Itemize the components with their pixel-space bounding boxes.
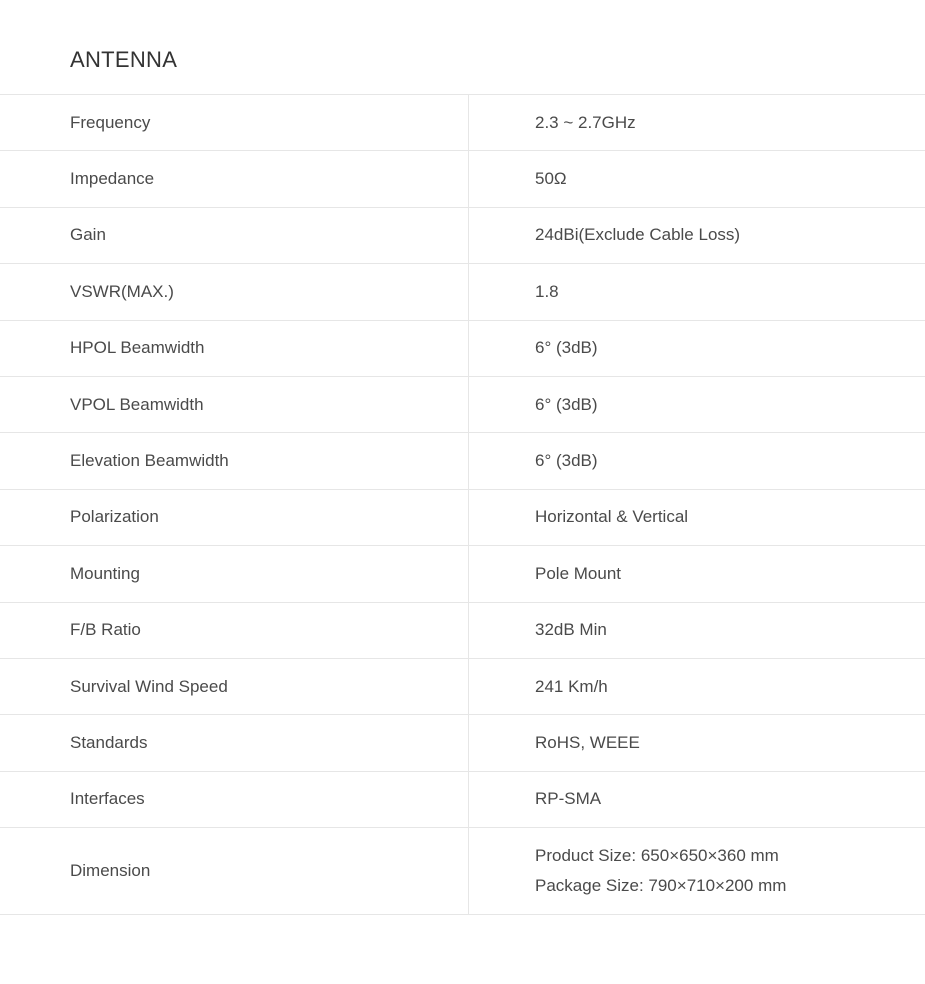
spec-label: Dimension bbox=[0, 828, 469, 914]
spec-row-hpol-beamwidth bbox=[0, 321, 925, 377]
spec-value: 241 Km/h bbox=[535, 676, 608, 696]
spec-row-fb-ratio bbox=[0, 603, 925, 659]
spec-row-impedance bbox=[0, 151, 925, 207]
spec-row-gain bbox=[0, 208, 925, 264]
spec-row-mounting bbox=[0, 546, 925, 602]
spec-row-vswr bbox=[0, 264, 925, 320]
spec-row-polarization bbox=[0, 490, 925, 546]
spec-value: 6° (3dB) bbox=[535, 451, 598, 471]
spec-label: VSWR(MAX.) bbox=[0, 264, 469, 319]
spec-value: 2.3 ~ 2.7GHz bbox=[535, 112, 636, 132]
spec-row-interfaces bbox=[0, 772, 925, 828]
product-size: Product Size: 650×650×360 mm bbox=[535, 846, 779, 866]
spec-row-vpol-beamwidth bbox=[0, 377, 925, 433]
spec-row-elevation-beamwidth bbox=[0, 433, 925, 489]
spec-row-standards bbox=[0, 715, 925, 771]
section-title: ANTENNA bbox=[70, 47, 178, 72]
spec-row-dimension bbox=[0, 828, 925, 915]
spec-value: RoHS, WEEE bbox=[535, 732, 640, 752]
spec-label: Frequency bbox=[0, 95, 469, 150]
spec-label: Elevation Beamwidth bbox=[0, 433, 469, 488]
spec-label: Gain bbox=[0, 208, 469, 263]
spec-label: Impedance bbox=[0, 151, 469, 206]
spec-value: RP-SMA bbox=[535, 789, 602, 809]
package-size: Package Size: 790×710×200 mm bbox=[535, 876, 787, 896]
spec-label: Survival Wind Speed bbox=[0, 659, 469, 714]
spec-label: F/B Ratio bbox=[0, 603, 469, 658]
spec-value: 32dB Min bbox=[535, 620, 607, 640]
spec-value-dimension bbox=[469, 828, 925, 914]
spec-table bbox=[0, 94, 925, 915]
spec-label: Mounting bbox=[0, 546, 469, 601]
spec-value: 50Ω bbox=[535, 169, 567, 189]
spec-row-frequency bbox=[0, 95, 925, 151]
spec-label: Interfaces bbox=[0, 772, 469, 827]
spec-label: Standards bbox=[0, 715, 469, 770]
spec-row-survival-wind-speed bbox=[0, 659, 925, 715]
spec-value: 6° (3dB) bbox=[535, 394, 598, 414]
spec-label: HPOL Beamwidth bbox=[0, 321, 469, 376]
spec-value: 1.8 bbox=[535, 281, 559, 301]
spec-value: 24dBi(Exclude Cable Loss) bbox=[535, 225, 741, 245]
spec-label: Polarization bbox=[0, 490, 469, 545]
spec-value: Horizontal & Vertical bbox=[535, 507, 689, 527]
spec-value: Pole Mount bbox=[535, 563, 621, 583]
spec-label: VPOL Beamwidth bbox=[0, 377, 469, 432]
spec-value: 6° (3dB) bbox=[535, 338, 598, 358]
